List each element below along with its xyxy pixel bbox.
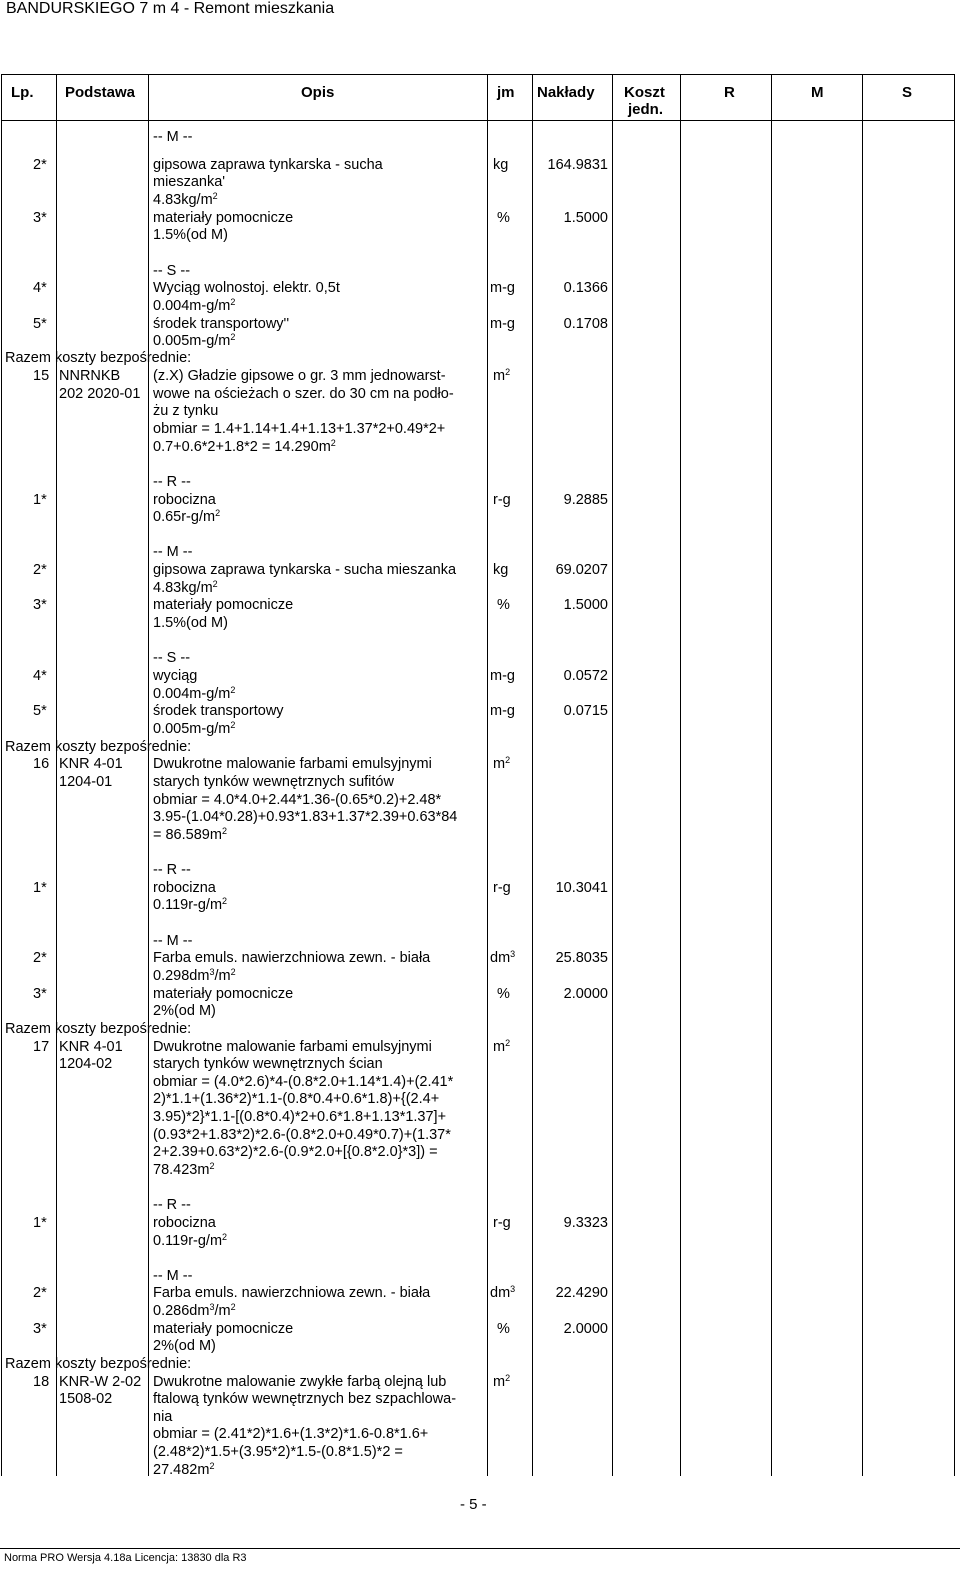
row-naklady: 25.8035 <box>555 950 608 966</box>
row-lp: 5* <box>33 703 47 719</box>
position-jm: $m^2$ <box>493 1373 511 1390</box>
row-naklady: 2.0000 <box>563 986 608 1002</box>
position-number: 15 <box>33 368 50 384</box>
row-naklady: 2.0000 <box>563 1321 608 1337</box>
position-measure: (0.93*2+1.83*2)*2.6-(0.8*2.0+0.49*0.7)+(1.37* <box>153 1127 451 1143</box>
col-border-naklady <box>612 74 613 1476</box>
position-desc: Dwukrotne malowanie farbami emulsyjnymi <box>153 756 432 772</box>
row-naklady: 9.3323 <box>563 1215 608 1231</box>
position-desc: ftalową tynków wewnętrznych bez szpachlowa- <box>153 1391 457 1407</box>
position-measure: 3.95-(1.04*0.28)+0.93*1.83+1.37*2.39+0.63*84 <box>153 809 458 825</box>
position-measure: = $86.589m^2$ <box>153 826 227 843</box>
row-jm: $dm^3$ <box>490 949 516 966</box>
row-jm: $dm^3$ <box>490 1284 516 1301</box>
razem-label: Razem koszty bezpośrednie: <box>5 350 192 366</box>
row-naklady: 0.1708 <box>563 316 608 332</box>
row-desc: gipsowa zaprawa tynkarska - sucha <box>153 157 383 173</box>
col-border-lp <box>56 74 57 1476</box>
row-desc: robocizna <box>153 880 216 896</box>
position-basis: KNR-W 2-02 <box>59 1374 142 1390</box>
row-norm: 1.5%(od M) <box>153 227 228 243</box>
table-top-border <box>1 74 954 75</box>
col-border-left <box>1 74 2 1476</box>
row-jm: r-g <box>493 492 511 508</box>
position-basis: 1508-02 <box>59 1391 113 1407</box>
header-s: S <box>902 84 913 101</box>
row-norm: $0.004m-g/m^2$ <box>153 297 236 314</box>
position-basis: KNR 4-01 <box>59 756 123 772</box>
row-jm: % <box>497 986 510 1002</box>
header-m: M <box>811 84 824 101</box>
header-podstawa: Podstawa <box>65 84 136 101</box>
position-measure: obmiar = 4.0*4.0+2.44*1.36-(0.65*0.2)+2.48* <box>153 792 442 808</box>
row-naklady: 10.3041 <box>555 880 608 896</box>
position-jm: $m^2$ <box>493 367 511 384</box>
page-number: - 5 - <box>460 1496 487 1513</box>
row-desc: gipsowa zaprawa tynkarska - sucha mieszanka <box>153 562 457 578</box>
position-basis: 1204-01 <box>59 774 113 790</box>
col-border-podstawa <box>148 74 149 1476</box>
row-desc: materiały pomocnicze <box>153 210 294 226</box>
row-lp: 2* <box>33 1285 47 1301</box>
row-jm: kg <box>493 562 509 578</box>
row-lp: 3* <box>33 986 47 1002</box>
row-naklady: 9.2885 <box>563 492 608 508</box>
row-lp: 3* <box>33 1321 47 1337</box>
row-desc: mieszanka' <box>153 174 226 190</box>
position-basis: KNR 4-01 <box>59 1039 123 1055</box>
position-measure: 2)*1.1+(1.36*2)*1.1-(0.8*0.4+0.6*1.8)+{(2.4+ <box>153 1091 440 1107</box>
position-desc: żu z tynku <box>153 403 219 419</box>
razem-label: Razem koszty bezpośrednie: <box>5 1021 192 1037</box>
position-desc: Dwukrotne malowanie farbami emulsyjnymi <box>153 1039 432 1055</box>
position-number: 17 <box>33 1039 50 1055</box>
row-desc: środek transportowy'' <box>153 316 290 332</box>
position-measure: $0.7+0.6*2+1.8*2 = 14.290m^2$ <box>153 438 336 455</box>
section-m-head: -- M -- <box>153 129 193 145</box>
row-jm: m-g <box>490 668 515 684</box>
position-number: 16 <box>33 756 50 772</box>
row-desc: Farba emuls. nawierzchniowa zewn. - biała <box>153 950 431 966</box>
row-jm: m-g <box>490 316 515 332</box>
row-norm: 1.5%(od M) <box>153 615 228 631</box>
row-jm: kg <box>493 157 509 173</box>
col-border-jm <box>532 74 533 1476</box>
row-desc: materiały pomocnicze <box>153 986 294 1002</box>
row-desc: materiały pomocnicze <box>153 1321 294 1337</box>
position-basis: 1204-02 <box>59 1056 113 1072</box>
row-desc: robocizna <box>153 1215 216 1231</box>
section-r-head: -- R -- <box>153 474 191 490</box>
header-naklady: Nakłady <box>537 84 595 101</box>
position-jm: $m^2$ <box>493 1038 511 1055</box>
section-r-head: -- R -- <box>153 862 191 878</box>
header-jm: jm <box>497 84 515 101</box>
row-norm: $0.119r-g/m^2$ <box>153 1232 228 1249</box>
row-norm: $0.65r-g/m^2$ <box>153 508 221 525</box>
header-koszt: Koszt <box>624 84 665 101</box>
row-desc: środek transportowy <box>153 703 284 719</box>
position-desc: Dwukrotne malowanie zwykłe farbą olejną lub <box>153 1374 447 1390</box>
row-jm: % <box>497 597 510 613</box>
row-lp: 2* <box>33 562 47 578</box>
col-border-r <box>771 74 772 1476</box>
position-number: 18 <box>33 1374 50 1390</box>
section-m-head: -- M -- <box>153 544 193 560</box>
section-m-head: -- M -- <box>153 1268 193 1284</box>
position-measure: obmiar = (4.0*2.6)*4-(0.8*2.0+1.14*1.4)+(2.41* <box>153 1074 454 1090</box>
row-lp: 5* <box>33 316 47 332</box>
section-r-head: -- R -- <box>153 1197 191 1213</box>
header-r: R <box>724 84 735 101</box>
row-jm: % <box>497 1321 510 1337</box>
position-desc: wowe na ościeżach o szer. do 30 cm na podło- <box>153 386 454 402</box>
col-border-opis <box>487 74 488 1476</box>
row-jm: % <box>497 210 510 226</box>
row-norm: $4.83kg/m^2$ <box>153 191 218 208</box>
row-lp: 1* <box>33 880 47 896</box>
row-jm: r-g <box>493 880 511 896</box>
position-desc: nia <box>153 1409 173 1425</box>
row-norm: $0.005m-g/m^2$ <box>153 720 236 737</box>
header-bottom-border <box>1 120 954 121</box>
row-lp: 4* <box>33 668 47 684</box>
row-norm: $0.119r-g/m^2$ <box>153 896 228 913</box>
razem-label: Razem koszty bezpośrednie: <box>5 739 192 755</box>
row-lp: 3* <box>33 597 47 613</box>
row-naklady: 0.0572 <box>563 668 608 684</box>
position-measure: obmiar = (2.41*2)*1.6+(1.3*2)*1.6-0.8*1.6+ <box>153 1426 429 1442</box>
row-jm: m-g <box>490 280 515 296</box>
row-naklady: 1.5000 <box>563 210 608 226</box>
row-jm: m-g <box>490 703 515 719</box>
row-lp: 4* <box>33 280 47 296</box>
footer-divider <box>0 1548 960 1549</box>
row-lp: 2* <box>33 157 47 173</box>
position-measure: (2.48*2)*1.5+(3.95*2)*1.5-(0.8*1.5)*2 = <box>153 1444 403 1460</box>
row-desc: robocizna <box>153 492 216 508</box>
row-norm: $4.83kg/m^2$ <box>153 579 218 596</box>
row-naklady: 1.5000 <box>563 597 608 613</box>
row-naklady: 164.9831 <box>547 157 608 173</box>
row-lp: 3* <box>33 210 47 226</box>
position-measure: $78.423m^2$ <box>153 1161 215 1178</box>
row-desc: Wyciąg wolnostoj. elektr. 0,5t <box>153 280 340 296</box>
position-measure: 2+2.39+0.63*2)*2.6-(0.9*2.0+[{0.8*2.0}*3]) = <box>153 1144 438 1160</box>
razem-label: Razem koszty bezpośrednie: <box>5 1356 192 1372</box>
row-norm: $0.004m-g/m^2$ <box>153 685 236 702</box>
document-title: BANDURSKIEGO 7 m 4 - Remont mieszkania <box>6 0 335 17</box>
position-desc: starych tynków wewnętrznych ścian <box>153 1056 383 1072</box>
position-measure: $27.482m^2$ <box>153 1461 215 1478</box>
row-naklady: 0.1366 <box>563 280 608 296</box>
row-naklady: 22.4290 <box>555 1285 608 1301</box>
row-norm: 2%(od M) <box>153 1338 216 1354</box>
position-basis: 202 2020-01 <box>59 386 141 402</box>
position-measure: obmiar = 1.4+1.14+1.4+1.13+1.37*2+0.49*2+ <box>153 421 446 437</box>
row-desc: Farba emuls. nawierzchniowa zewn. - biała <box>153 1285 431 1301</box>
license-text: Norma PRO Wersja 4.18a Licencja: 13830 dla R3 <box>4 1552 247 1564</box>
row-norm: $0.298dm^3/m^2$ <box>153 967 236 984</box>
position-measure: 3.95)*2}*1.1-[(0.8*0.4)*2+0.6*1.8+1.13*1.37]+ <box>153 1109 447 1125</box>
section-m-head: -- M -- <box>153 933 193 949</box>
row-norm: $0.286dm^3/m^2$ <box>153 1302 236 1319</box>
position-desc: starych tynków wewnętrznych sufitów <box>153 774 394 790</box>
col-border-m <box>862 74 863 1476</box>
position-basis: NNRNKB <box>59 368 121 384</box>
row-lp: 1* <box>33 1215 47 1231</box>
position-desc: (z.X) Gładzie gipsowe o gr. 3 mm jednowarst- <box>153 368 446 384</box>
row-desc: materiały pomocnicze <box>153 597 294 613</box>
header-koszt-jedn: jedn. <box>628 101 664 118</box>
row-naklady: 69.0207 <box>555 562 608 578</box>
header-lp: Lp. <box>11 84 34 101</box>
position-jm: $m^2$ <box>493 755 511 772</box>
row-lp: 2* <box>33 950 47 966</box>
col-border-right <box>954 74 955 1476</box>
row-norm: 2%(od M) <box>153 1003 216 1019</box>
row-jm: r-g <box>493 1215 511 1231</box>
row-naklady: 0.0715 <box>563 703 608 719</box>
section-s-head: -- S -- <box>153 263 191 279</box>
header-opis: Opis <box>301 84 335 101</box>
row-lp: 1* <box>33 492 47 508</box>
row-norm: $0.005m-g/m^2$ <box>153 332 236 349</box>
col-border-koszt <box>680 74 681 1476</box>
row-desc: wyciąg <box>153 668 198 684</box>
section-s-head: -- S -- <box>153 650 191 666</box>
